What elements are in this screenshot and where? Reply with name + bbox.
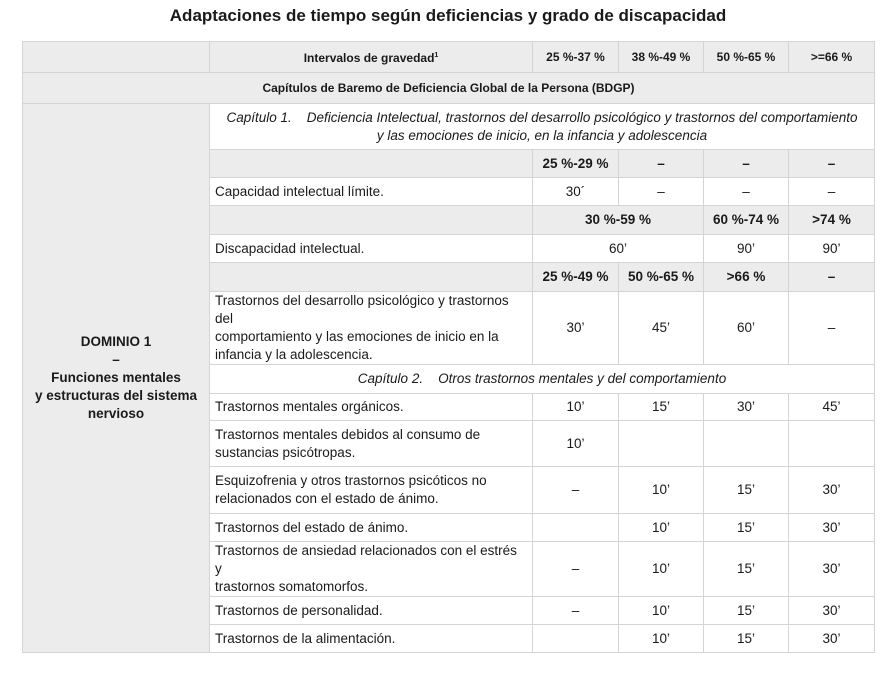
domain-line: nervioso <box>87 406 145 421</box>
row-value: 30’ <box>704 394 789 421</box>
row-value: 10’ <box>619 514 704 542</box>
subheader-range: 60 %-74 % <box>704 206 789 235</box>
subheader-blank <box>210 206 533 235</box>
subheader-range: 50 %-65 % <box>619 263 704 292</box>
row-value: – <box>789 178 875 206</box>
subheader-range: >66 % <box>704 263 789 292</box>
row-value: 30’ <box>789 467 875 514</box>
row-value: 10’ <box>619 597 704 625</box>
row-value: 90’ <box>704 235 789 263</box>
row-value: – <box>704 178 789 206</box>
row-label: Discapacidad intelectual. <box>210 235 533 263</box>
adaptations-table <box>22 41 875 653</box>
row-value: 15’ <box>704 514 789 542</box>
subheader-blank <box>210 150 533 178</box>
row-value: 60’ <box>704 292 789 365</box>
subheader-range: 30 %-59 % <box>533 206 704 235</box>
row-value <box>619 421 704 467</box>
row-label: Trastornos del estado de ánimo. <box>210 514 533 542</box>
section-title: Capítulos de Baremo de Deficiencia Global de la Persona (BDGP) <box>23 73 875 104</box>
row-label: Esquizofrenia y otros trastornos psicóticos no relacionados con el estado de ánimo. <box>210 467 533 514</box>
row-label: Trastornos de ansiedad relacionados con el estrés y trastornos somatomorfos. <box>210 542 533 597</box>
row-value <box>704 421 789 467</box>
footnote-mark: 1 <box>434 52 439 59</box>
row-value <box>789 421 875 467</box>
row-value: 30’ <box>789 514 875 542</box>
row-value: – <box>619 178 704 206</box>
domain-line: Funciones mentales <box>51 370 181 385</box>
row-value: 15’ <box>704 625 789 653</box>
row-value: 30’ <box>789 625 875 653</box>
row-value: 10’ <box>619 542 704 597</box>
row-value: 45’ <box>789 394 875 421</box>
header-intervals: Intervalos de gravedad$^1$ <box>210 42 533 73</box>
header-range: 38 %-49 % <box>619 42 704 73</box>
row-value: 15’ <box>704 467 789 514</box>
row-value: 15’ <box>704 542 789 597</box>
row-value: 15’ <box>704 597 789 625</box>
row-value: 30’ <box>533 292 619 365</box>
subheader-range: – <box>619 150 704 178</box>
row-label: Trastornos mentales orgánicos. <box>210 394 533 421</box>
header-range: 50 %-65 % <box>704 42 789 73</box>
row-value: 30’ <box>789 542 875 597</box>
row-value: – <box>533 467 619 514</box>
domain-line: – <box>112 352 120 367</box>
row-value: – <box>533 542 619 597</box>
domain-cell <box>23 104 210 653</box>
subheader-blank <box>210 263 533 292</box>
header-range: 25 %-37 % <box>533 42 619 73</box>
header-range: >=66 % <box>789 42 875 73</box>
row-label: Trastornos de la alimentación. <box>210 625 533 653</box>
row-value: 30´ <box>533 178 619 206</box>
subheader-range: – <box>789 150 875 178</box>
row-value: 10’ <box>619 467 704 514</box>
subheader-range: – <box>704 150 789 178</box>
row-value <box>533 625 619 653</box>
chapter1-title: Capítulo 1. Deficiencia Intelectual, trastornos del desarrollo psicológico y trastornos del comportamiento y las emociones de inicio, en la infancia y adolescencia <box>210 104 875 150</box>
chapter2-title: Capítulo 2. Otros trastornos mentales y del comportamiento <box>210 365 875 394</box>
row-value: 60’ <box>533 235 704 263</box>
subheader-range: >74 % <box>789 206 875 235</box>
domain-line: DOMINIO 1 <box>80 334 152 349</box>
header-corner-cell <box>23 42 210 73</box>
row-value <box>533 514 619 542</box>
row-value: 10’ <box>533 394 619 421</box>
row-value: 10’ <box>533 421 619 467</box>
row-label: Trastornos del desarrollo psicológico y trastornos del comportamiento y las emociones de inicio en la infancia y la adolescencia. <box>210 292 533 365</box>
row-value: 15’ <box>619 394 704 421</box>
domain-line: y estructuras del sistema <box>34 388 198 403</box>
row-label: Trastornos mentales debidos al consumo de sustancias psicótropas. <box>210 421 533 467</box>
page-title: Adaptaciones de tiempo según deficiencias y grado de discapacidad <box>169 6 727 25</box>
row-value: 45’ <box>619 292 704 365</box>
row-value: 10’ <box>619 625 704 653</box>
row-label: Trastornos de personalidad. <box>210 597 533 625</box>
subheader-range: 25 %-29 % <box>533 150 619 178</box>
subheader-range: 25 %-49 % <box>533 263 619 292</box>
row-label: Capacidad intelectual límite. <box>210 178 533 206</box>
row-value: 30’ <box>789 597 875 625</box>
row-value: – <box>533 597 619 625</box>
row-value: – <box>789 292 875 365</box>
row-value: 90’ <box>789 235 875 263</box>
subheader-range: – <box>789 263 875 292</box>
